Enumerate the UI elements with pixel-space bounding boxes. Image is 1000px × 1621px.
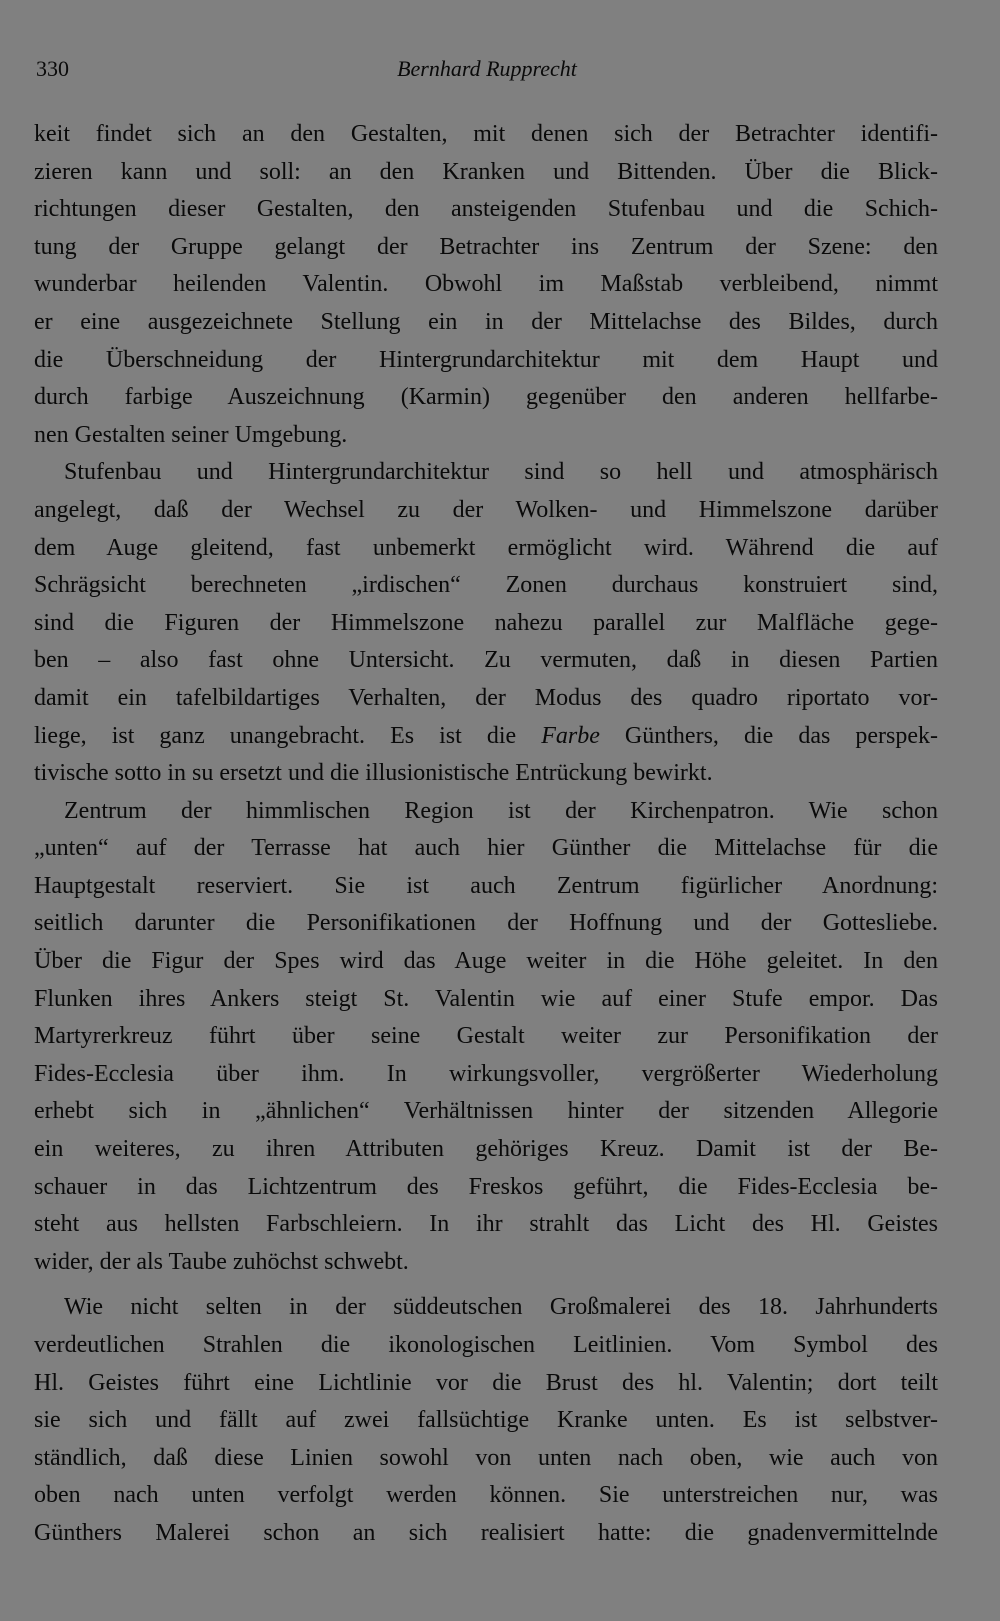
- text-line: Flunken ihres Ankers steigt St. Valentin wie auf einer Stufe empor. Das: [34, 985, 938, 1012]
- text-line: ein weiteres, zu ihren Attributen gehöriges Kreuz. Damit ist der Be-: [34, 1136, 938, 1163]
- text-line: seitlich darunter die Personifikationen der Hoffnung und der Gottesliebe.: [34, 910, 938, 937]
- text-line: damit ein tafelbildartiges Verhalten, der Modus des quadro riportato vor-: [34, 684, 938, 711]
- text-line: steht aus hellsten Farbschleiern. In ihr strahlt das Licht des Hl. Geistes: [34, 1211, 938, 1238]
- text-line: schauer in das Lichtzentrum des Freskos geführt, die Fides-Ecclesia be-: [34, 1173, 938, 1200]
- text-line: Wie nicht selten in der süddeutschen Großmalerei des 18. Jahrhunderts: [64, 1294, 938, 1321]
- line-segment: liege, ist ganz unangebracht. Es ist die: [34, 722, 542, 749]
- text-line: Günthers Malerei schon an sich realisiert hatte: die gnadenvermittelnde: [34, 1519, 938, 1546]
- text-line: durch farbige Auszeichnung (Karmin) gegenüber den anderen hellfarbe-: [34, 384, 938, 411]
- body-text: [34, 116, 938, 1553]
- text-line: Martyrerkreuz führt über seine Gestalt weiter zur Personifikation der: [34, 1023, 938, 1050]
- text-line: ben – also fast ohne Untersicht. Zu vermuten, daß in diesen Partien: [34, 647, 938, 674]
- paragraph-spacer: [34, 1281, 938, 1289]
- text-line: ständlich, daß diese Linien sowohl von unten nach oben, wie auch von: [34, 1444, 938, 1471]
- page-number: 330: [36, 56, 69, 81]
- text-line: er eine ausgezeichnete Stellung ein in der Mittelachse des Bildes, durch: [34, 308, 938, 335]
- text-line: angelegt, daß der Wechsel zu der Wolken- und Himmelszone darüber: [34, 496, 938, 523]
- text-line: oben nach unten verfolgt werden können. Sie unterstreichen nur, was: [34, 1482, 938, 1509]
- line-segment: Günthers, die das perspek-: [599, 722, 938, 749]
- running-head-author: Bernhard Rupprecht: [397, 56, 577, 81]
- text-line: „unten“ auf der Terrasse hat auch hier Günther die Mittelachse für die: [34, 835, 938, 862]
- text-line: nen Gestalten seiner Umgebung.: [34, 421, 348, 448]
- running-head: [36, 56, 938, 88]
- text-line: erhebt sich in „ähnlichen“ Verhältnissen hinter der sitzenden Allegorie: [34, 1098, 938, 1125]
- text-line: Über die Figur der Spes wird das Auge weiter in die Höhe geleitet. In den: [34, 948, 938, 975]
- text-line: verdeutlichen Strahlen die ikonologischen Leitlinien. Vom Symbol des: [34, 1332, 938, 1358]
- text-line: tivische sotto in su ersetzt und die illusionistische Entrückung bewirkt.: [34, 760, 713, 787]
- text-line: Fides-Ecclesia über ihm. In wirkungsvoller, vergrößerter Wiederholung: [34, 1060, 938, 1087]
- paragraph: [34, 1289, 938, 1552]
- paragraph: [34, 116, 938, 454]
- text-line: wunderbar heilenden Valentin. Obwohl im Maßstab verbleibend, nimmt: [34, 271, 938, 298]
- text-line: wider, der als Taube zuhöchst schwebt.: [34, 1248, 409, 1275]
- text-line: sie sich und fällt auf zwei fallsüchtige Kranke unten. Es ist selbstver-: [34, 1407, 938, 1434]
- text-line: Hl. Geistes führt eine Lichtlinie vor die Brust des hl. Valentin; dort teilt: [34, 1369, 938, 1396]
- emphasized-word: Farbe: [541, 722, 600, 749]
- text-line: Zentrum der himmlischen Region ist der Kirchenpatron. Wie schon: [64, 797, 938, 824]
- text-line: sind die Figuren der Himmelszone nahezu parallel zur Malfläche gege-: [34, 609, 938, 636]
- text-line: die Überschneidung der Hintergrundarchitektur mit dem Haupt und: [34, 346, 938, 373]
- text-line-with-emphasis: [34, 718, 938, 756]
- text-line: keit findet sich an den Gestalten, mit denen sich der Betrachter identifi-: [34, 121, 938, 147]
- text-line: zieren kann und soll: an den Kranken und Bittenden. Über die Blick-: [34, 158, 938, 185]
- text-line: Hauptgestalt reserviert. Sie ist auch Zentrum figürlicher Anordnung:: [34, 872, 938, 899]
- paragraph: [34, 793, 938, 1282]
- text-line: dem Auge gleitend, fast unbemerkt ermöglicht wird. Während die auf: [34, 534, 938, 561]
- text-line: tung der Gruppe gelangt der Betrachter ins Zentrum der Szene: den: [34, 233, 938, 260]
- paragraph: [34, 454, 938, 792]
- text-line: richtungen dieser Gestalten, den ansteigenden Stufenbau und die Schich-: [34, 196, 938, 223]
- text-line: Schrägsicht berechneten „irdischen“ Zonen durchaus konstruiert sind,: [34, 572, 938, 599]
- text-line: Stufenbau und Hintergrundarchitektur sind so hell und atmosphärisch: [64, 459, 938, 486]
